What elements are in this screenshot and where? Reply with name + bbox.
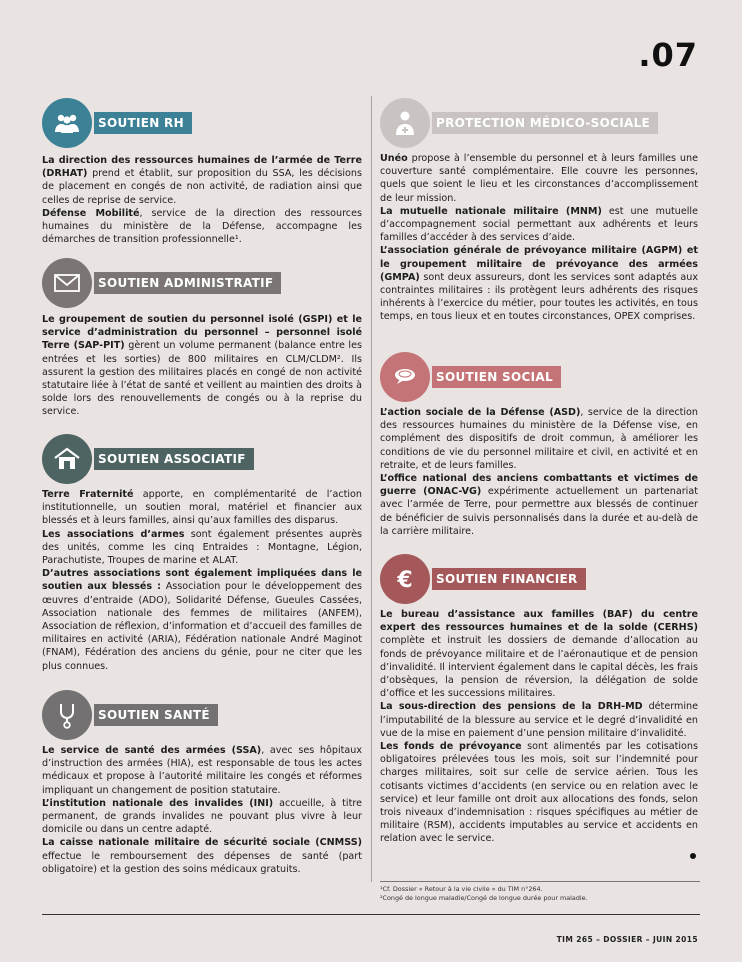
paragraph-text: sont deux assureurs, dont les services sont adaptés aux contraintes militaires : ils protègent leurs adhérents des risques inhérents à l’exercice du métier, pour toutes les activités, en tous temps, en tous lieux et en toutes circonstances, OPEX comprises. (380, 271, 698, 323)
paragraph-text: gèrent un volume permanent (balance entre les entrées et les sorties) de 800 militaires en CLM/CLDM². Ils assurent la gestion des militaires placés en congé de non activité statutaire liée à l’état de santé et veillent au maintien des droits à solde lors des renouvellements de congés ou à la reprise du service. (42, 340, 362, 418)
paragraph-text: sont également présentes auprès des unités, comme les cinq Entraides : Montagne, Légion, Parachutiste, Troupes de marine et ALAT. (42, 528, 362, 567)
paragraph-lead: Terre Fraternité (42, 489, 134, 500)
paragraph-text: sont alimentés par les cotisations obligatoires prélevées tous les mois, soit sur l’indemnité pour charges militaires, soit sur celle de service aérien. Tous les cotisants victimes d’accidents (en service ou en relation avec le service) et leur famille ont droit aux allocations des fonds, selon trois niveaux d’indemnisation : risques spécifiques au métier de militaire (RSM), accidents imputables au service et accidents en relation avec le service. (380, 741, 698, 845)
section-body (380, 406, 698, 538)
paragraph (380, 740, 698, 846)
paragraph-lead: La direction des ressources humaines de l’armée de Terre (DRHAT) (42, 155, 362, 180)
envelope-icon (42, 258, 92, 308)
paragraph (380, 472, 698, 538)
paragraph-text: accueille, à titre permanent, de grands invalides ne pouvant plus vivre à leur domicile ou dans un centre adapté. (42, 797, 362, 836)
footer-rule (42, 914, 700, 915)
section-header (42, 98, 362, 148)
paragraph (42, 313, 362, 419)
end-bullet (690, 853, 696, 859)
column-divider (371, 96, 372, 882)
paragraph-lead: L’office national des anciens combattants et victimes de guerre (ONAC-VG) (380, 473, 698, 498)
paragraph (42, 836, 362, 876)
paragraph (42, 744, 362, 797)
paragraph-lead: L’association générale de prévoyance militaire (AGPM) et le groupement militaire de prévoyance des armées (GMPA) (380, 245, 698, 283)
paragraph-lead: L’action sociale de la Défense (ASD) (380, 407, 581, 418)
section-header (42, 690, 362, 740)
paragraph-text: , service de la direction des ressources humaines du ministère de la Défense, accompagne les démarches de transition professionnelle¹. (42, 207, 362, 246)
section-soutien-sante (42, 690, 362, 876)
paragraph-text: complète et instruit les dossiers de demande d’allocation au fonds de prévoyance militaire et de l’aéronautique et de pension d’invalidité. Il intervient également dans le capital décès, les frais d’obsèques, la pension de réversion, la délégation de solde d’office et les successions militaires. (380, 635, 698, 700)
paragraph-lead: La mutuelle nationale militaire (MNM) (380, 205, 602, 217)
medical-person-icon (380, 98, 430, 148)
paragraph-text: propose à l’ensemble du personnel et à leurs familles une couverture santé complémentaire. Elle couvre les personnes, quels que soient le lieu et les circonstances d’accomplissement de leur mission. (380, 153, 698, 204)
paragraph (380, 608, 698, 700)
section-title: SOUTIEN SOCIAL (432, 366, 561, 388)
section-header (380, 98, 698, 148)
section-title: SOUTIEN RH (94, 112, 192, 134)
paragraph (42, 797, 362, 837)
paragraph-text: apporte, en complémentarité de l’action institutionnelle, un soutien moral, matériel et financier aux blessés et à leurs familles, ainsi qu’aux familles des disparus. (42, 489, 362, 527)
paragraph-text: , service de la direction des ressources humaines du ministère de la Défense vise, en complément des dispositifs de droit commun, à améliorer les conditions de vie du personnel militaire et civil, en activité et en retraite, et de leurs familles. (380, 407, 698, 471)
paragraph-text: effectue le remboursement des dépenses de santé (part obligatoire) et la gestion des soins médicaux gratuits. (42, 850, 362, 875)
paragraph (380, 406, 698, 472)
section-soutien-financier (380, 554, 698, 846)
footnote: ¹Cf. Dossier « Retour à la vie civile » du TIM n°264. (380, 885, 543, 893)
paragraph (42, 488, 362, 528)
paragraph (380, 700, 698, 740)
section-soutien-rh (42, 98, 362, 246)
section-title: SOUTIEN ASSOCIATIF (94, 448, 254, 470)
paragraph-lead: D’autres associations sont également impliquées dans le soutien aux blessés : (42, 568, 362, 593)
paragraph (380, 205, 698, 245)
paragraph-lead: Le service de santé des armées (SSA) (42, 745, 262, 756)
footer-text: TIM 265 – DOSSIER – JUIN 2015 (556, 935, 698, 944)
paragraph-text: détermine l’imputabilité de la blessure au service et le degré d’invalidité en vue de la mise en paiement d’une pension militaire d’invalidité. (380, 701, 698, 739)
section-protection-medico-sociale (380, 98, 698, 324)
paragraph (42, 154, 362, 207)
section-soutien-administratif (42, 258, 362, 419)
section-title: PROTECTION MÉDICO-SOCIALE (432, 112, 658, 134)
paragraph-lead: La caisse nationale militaire de sécurité sociale (CNMSS) (42, 837, 362, 849)
paragraph-lead: Défense Mobilité (42, 207, 140, 219)
section-body (42, 313, 362, 419)
paragraph-lead: Le bureau d’assistance aux familles (BAF) du centre expert des ressources humaines et de la solde (CERHS) (380, 609, 698, 634)
paragraph-text: , avec ses hôpitaux d’instruction des armées (HIA), est responsable de tous les actes médicaux et propose à l’autorité militaire les congés et réformes impliquant un changement de position statutaire. (42, 745, 363, 796)
paragraph (380, 244, 698, 323)
paragraph-lead: L’institution nationale des invalides (INI) (42, 797, 274, 809)
paragraph-text: Association pour le développement des œuvres d’entraide (ADO), Solidarité Défense, Gueules Cassées, Association nationale des femmes de militaires (ANFEM), Association de réflexion, d’information et d’accueil des familles de militaires en activité (ARIA), Fédération nationale André Maginot (FNAM), Fédération des anciens du génie, pour ne citer que les plus connues. (42, 581, 362, 672)
section-soutien-associatif (42, 434, 362, 673)
paragraph-text: expérimente actuellement un partenariat avec l’armée de Terre, pour permettre aux blessés de continuer de bénéficier de suivis personnalisés dans la durée et au-delà de la carrière militaire. (380, 486, 698, 537)
section-title: SOUTIEN FINANCIER (432, 568, 586, 590)
section-body (380, 152, 698, 324)
paragraph (42, 207, 362, 247)
paragraph-lead: La sous-direction des pensions de la DRH-MD (380, 701, 643, 713)
footnotes (380, 881, 700, 903)
paragraph (42, 567, 362, 673)
paragraph (42, 528, 362, 568)
euro-icon (380, 554, 430, 604)
footnote: ²Congé de longue maladie/Congé de longue durée pour maladie. (380, 894, 588, 902)
section-body (42, 744, 362, 876)
paragraph (380, 152, 698, 205)
section-soutien-social (380, 352, 698, 538)
paragraph-lead: Le groupement de soutien du personnel isolé (GSPI) et le service d’administration du personnel – personnel isolé Terre (SAP-PIT) (42, 314, 362, 352)
section-header (380, 352, 698, 402)
paragraph-lead: Les associations d’armes (42, 528, 185, 540)
section-header (42, 434, 362, 484)
svg-text:€: € (397, 568, 413, 593)
people-icon (42, 98, 92, 148)
section-title: SOUTIEN ADMINISTRATIF (94, 272, 281, 294)
stethoscope-icon (42, 690, 92, 740)
section-title: SOUTIEN SANTÉ (94, 704, 218, 726)
paragraph-text: est une mutuelle d’accompagnement social permettant aux adhérents et leurs familles d’accéder à des services d’aide. (380, 205, 699, 244)
section-body (380, 608, 698, 846)
paragraph-text: prend et établit, sur proposition du SSA, les décisions de placement en congés de non activité, de radiation ainsi que celles de reprise de service. (42, 168, 362, 206)
section-header (42, 258, 362, 308)
house-icon (42, 434, 92, 484)
section-body (42, 488, 362, 673)
paragraph-lead: Les fonds de prévoyance (380, 741, 522, 753)
section-body (42, 154, 362, 246)
page-number: .07 (638, 36, 698, 74)
paragraph-lead: Unéo (380, 153, 408, 164)
section-header (380, 554, 698, 604)
speech-bubbles-icon (380, 352, 430, 402)
